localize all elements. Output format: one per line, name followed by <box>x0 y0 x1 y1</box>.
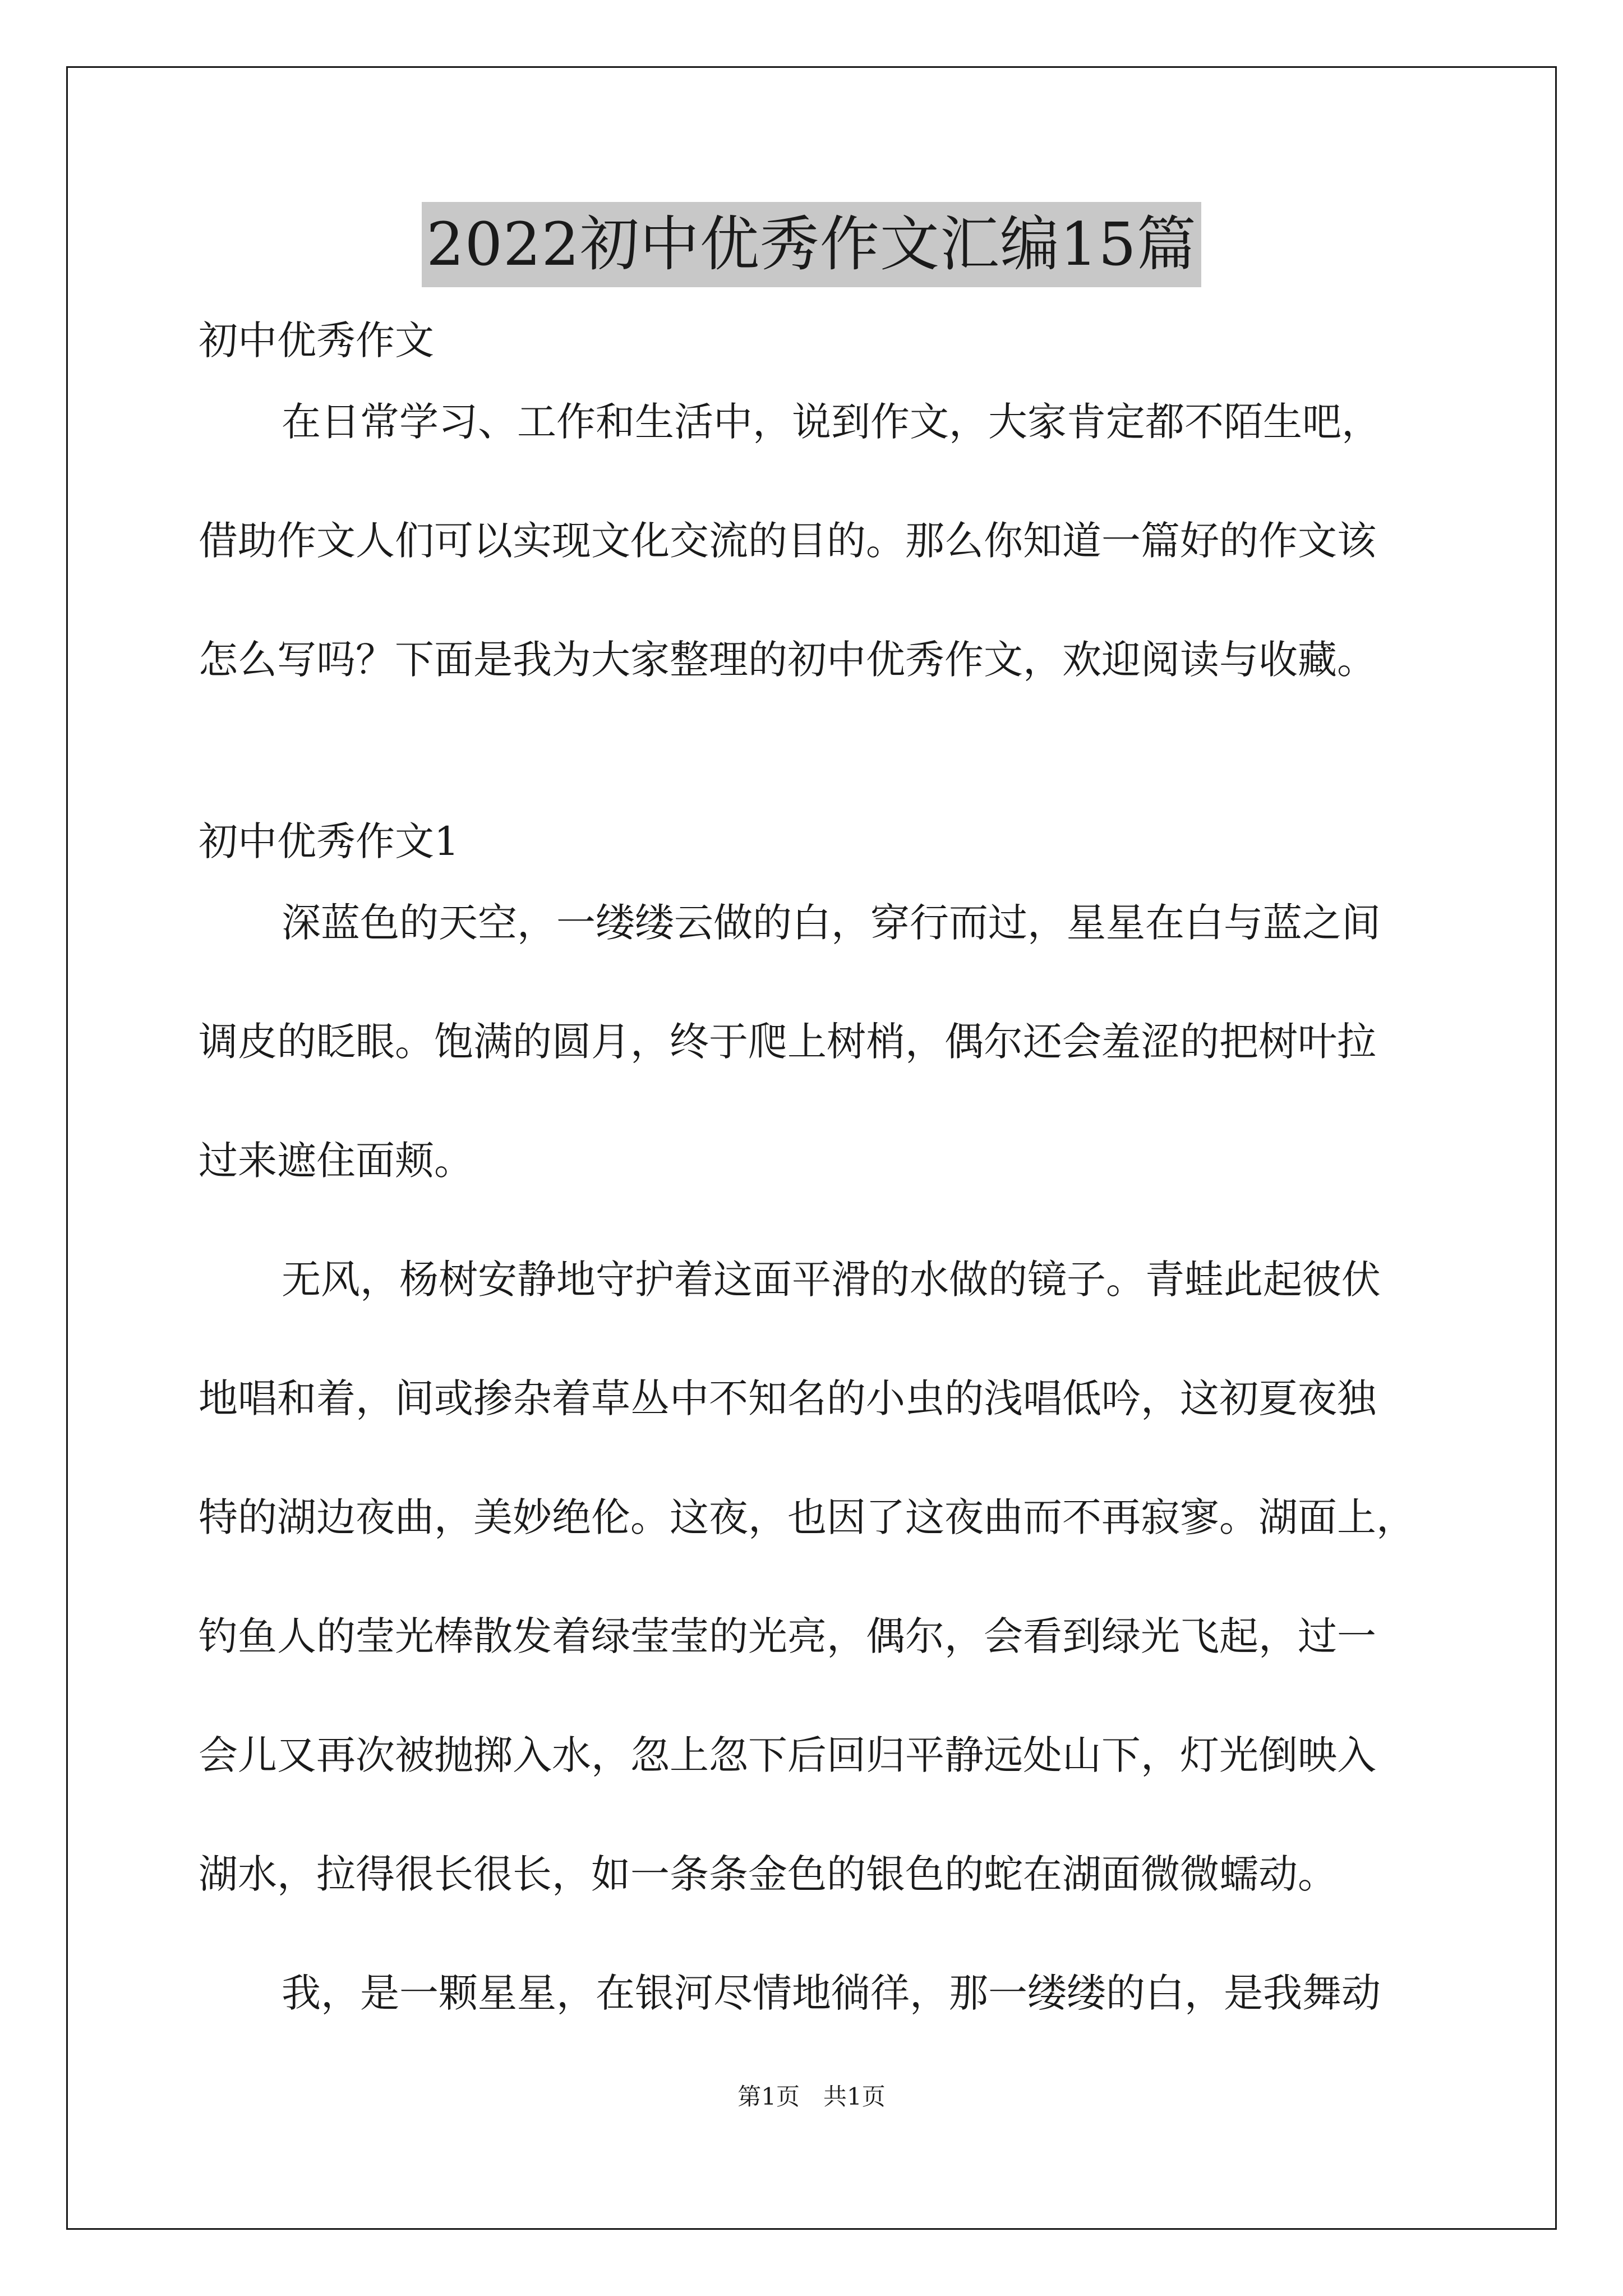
document-title: 2022初中优秀作文汇编15篇 <box>422 202 1201 287</box>
document-body <box>199 311 1432 2023</box>
paragraph-line: 过来遮住面颊。 <box>199 1138 473 1184</box>
paragraph-line: 特的湖边夜曲，美妙绝伦。这夜，也因了这夜曲而不再寂寥。湖面上， <box>199 1494 1415 1540</box>
paragraph-line: 无风，杨树安静地守护着这面平滑的水做的镜子。青蛙此起彼伏 <box>282 1257 1381 1303</box>
paragraph-line: 钓鱼人的莹光棒散发着绿莹莹的光亮，偶尔，会看到绿光飞起，过一 <box>199 1613 1376 1659</box>
section-heading-essay-1: 初中优秀作文1 <box>199 818 459 864</box>
paragraph-line: 我，是一颗星星，在银河尽情地徜徉，那一缕缕的白，是我舞动 <box>282 1970 1381 2016</box>
paragraph-line: 会儿又再次被抛掷入水，忽上忽下后回归平静远处山下，灯光倒映入 <box>199 1732 1376 1778</box>
paragraph-line: 在日常学习、工作和生活中，说到作文，大家肯定都不陌生吧， <box>282 399 1381 445</box>
paragraph-line: 借助作文人们可以实现文化交流的目的。那么你知道一篇好的作文该 <box>199 518 1376 564</box>
paragraph-line: 湖水，拉得很长很长，如一条条金色的银色的蛇在湖面微微蠕动。 <box>199 1851 1337 1897</box>
page-footer: 第1页 共1页 <box>737 2083 886 2110</box>
section-heading-intro: 初中优秀作文 <box>199 318 434 364</box>
paragraph-line: 地唱和着，间或掺杂着草丛中不知名的小虫的浅唱低吟，这初夏夜独 <box>199 1375 1376 1421</box>
paragraph-line: 深蓝色的天空，一缕缕云做的白，穿行而过，星星在白与蓝之间 <box>282 900 1381 946</box>
paragraph-line: 怎么写吗？下面是我为大家整理的初中优秀作文，欢迎阅读与收藏。 <box>199 637 1376 683</box>
paragraph-line: 调皮的眨眼。饱满的圆月，终于爬上树梢，偶尔还会羞涩的把树叶拉 <box>199 1019 1376 1065</box>
title-container <box>0 202 1623 287</box>
